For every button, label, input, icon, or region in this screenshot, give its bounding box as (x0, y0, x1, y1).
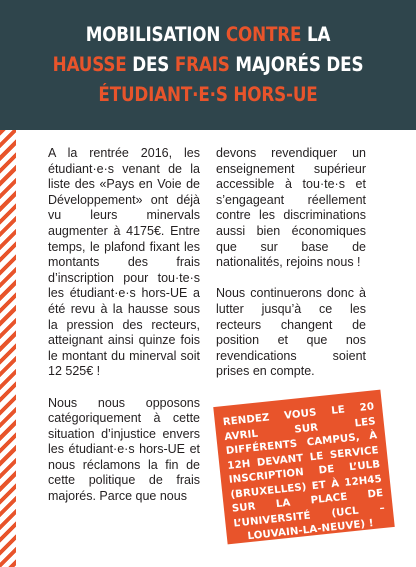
title-text: DES (126, 53, 175, 76)
left-column (48, 146, 200, 520)
title-text: MOBILISATION (85, 23, 226, 46)
title-highlight: FRAIS (174, 53, 230, 76)
callout-text: RENDEZ VOUS LE 20 AVRIL SUR LES DIFFÉRENTS CAMPUS, À 12H DEVANT LE SERVICE INSCRIPTION DE L’ULB (BRUXELLES) ET À 12H45 SUR LA PLACE DE L’UNIVERSITÉ (UCL – LOUVAIN-LA-NEUVE) ! (222, 401, 386, 543)
header-banner (0, 0, 416, 130)
right-paragraph-1: devons revendiquer un enseignement supérieur accessible à tou·te·s et s’engageant réellement contre les discriminations aussi bien économiques que sur base de nationalités, rejoins nous ! (216, 146, 366, 270)
right-column (216, 146, 366, 396)
title-text: MAJORÉS DES (229, 53, 364, 76)
decorative-stripes (0, 130, 16, 567)
callout-box (213, 390, 395, 545)
title-line-3: ÉTUDIANT·E·S HORS-UE (98, 83, 318, 106)
title-highlight: HAUSSE (52, 53, 127, 76)
title-text: LA (301, 23, 331, 46)
left-paragraph-1: A la rentrée 2016, les étudiant·e·s venant de la liste des «Pays en Voie de Développement» ont déjà vu leurs minervals augmenter à 4175€. Entre temps, le plafond fixant les montants des frais d’inscription pour tou·te·s les étudiant·e·s hors-UE a été revu à la hausse sous la pression des recteurs, atteignant ainsi quinze fois le montant du minerval soit 12 525€ ! (48, 146, 200, 379)
title-highlight: CONTRE (225, 23, 302, 46)
right-paragraph-2: Nous continuerons donc à lutter jusqu’à ce les recteurs changent de position et que nos revendications soient prises en compte. (216, 286, 366, 379)
title-line-1 (29, 20, 387, 50)
left-paragraph-2: Nous nous opposons catégoriquement à cette situation d’injustice envers les étudiant·e·s hors-UE et nous réclamons la fin de cette politique de frais majorés. Parce que nous (48, 395, 200, 504)
title-line-2 (29, 50, 387, 80)
